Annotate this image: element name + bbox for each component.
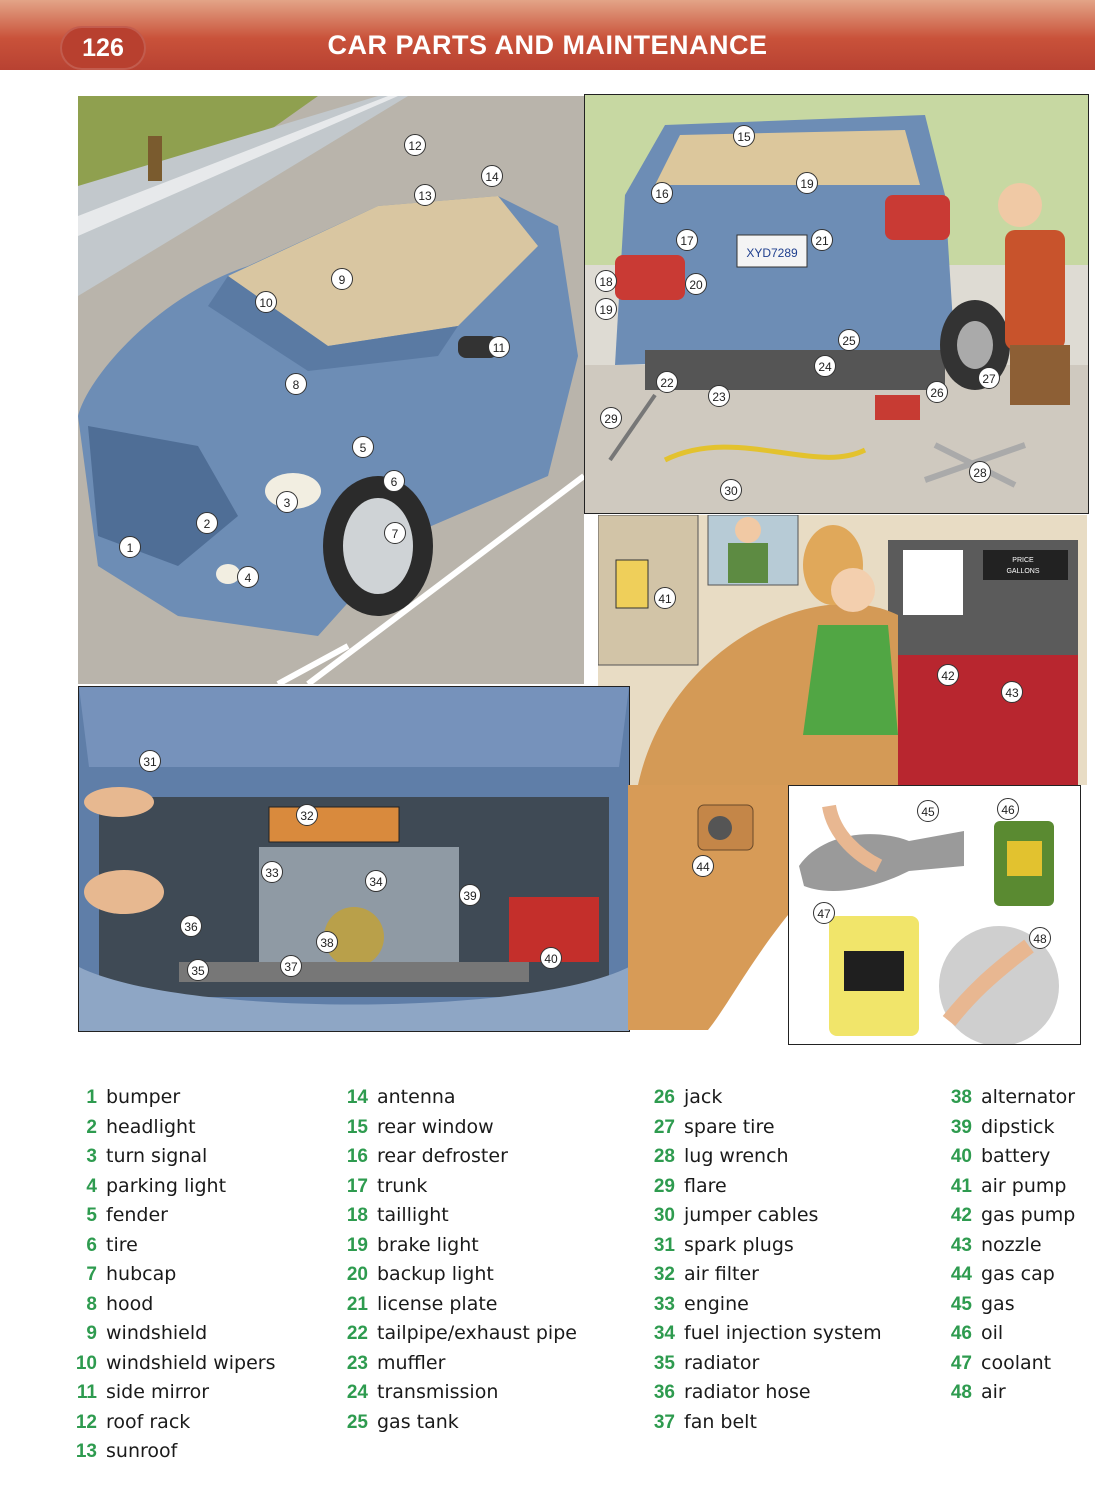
- pump-price-label: PRICE: [1012, 557, 1034, 564]
- exterior-car-drawing: [78, 96, 584, 684]
- callout-7: 7: [384, 522, 406, 544]
- legend-column-3: [650, 1083, 882, 1437]
- callout-40: 40: [540, 947, 562, 969]
- legend-item: 20 backup light: [346, 1263, 494, 1285]
- legend-item: 9 windshield: [86, 1322, 208, 1344]
- legend-item: 25 gas tank: [346, 1410, 459, 1433]
- callout-28: 28: [969, 461, 991, 483]
- legend-item: 35 radiator: [653, 1351, 760, 1374]
- callout-2: 2: [196, 512, 218, 534]
- license-plate-text: XYD7289: [746, 246, 798, 260]
- legend-item: 32 air filter: [653, 1263, 759, 1285]
- legend-item: 6 tire: [86, 1233, 138, 1256]
- legend-item: 33 engine: [653, 1292, 749, 1315]
- legend-item: 24 transmission: [346, 1381, 499, 1403]
- callout-39: 39: [459, 884, 481, 906]
- callout-35: 35: [187, 959, 209, 981]
- legend-item: 46 oil: [950, 1322, 1004, 1344]
- callout-1: 1: [119, 536, 141, 558]
- legend-item: 14 antenna: [346, 1086, 456, 1108]
- legend-item: 19 brake light: [346, 1233, 479, 1256]
- callout-21: 21: [811, 229, 833, 251]
- legend-item: 47 coolant: [950, 1351, 1052, 1374]
- legend-item: 26 jack: [653, 1086, 723, 1108]
- legend-item: 37 fan belt: [653, 1410, 757, 1433]
- callout-15: 15: [733, 125, 755, 147]
- callout-20: 20: [685, 273, 707, 295]
- legend-item: 45 gas: [950, 1292, 1015, 1315]
- callout-27: 27: [978, 367, 1000, 389]
- callout-34: 34: [365, 870, 387, 892]
- callout-25: 25: [838, 329, 860, 351]
- callout-4: 4: [237, 566, 259, 588]
- rear-car-drawing: [585, 95, 1088, 513]
- legend-item: 22 tailpipe/exhaust pipe: [346, 1322, 577, 1344]
- legend-item: 16 rear defroster: [346, 1145, 508, 1167]
- legend-item: 15 rear window: [346, 1115, 494, 1138]
- legend-item: 30 jumper cables: [653, 1204, 819, 1226]
- callout-23: 23: [708, 385, 730, 407]
- callout-19a: 19: [796, 172, 818, 194]
- callout-6: 6: [383, 470, 405, 492]
- gas-station-drawing: [598, 515, 1087, 785]
- callout-46: 46: [997, 798, 1019, 820]
- legend-item: 41 air pump: [950, 1174, 1067, 1197]
- legend-item: 40 battery: [950, 1145, 1051, 1167]
- callout-24: 24: [814, 355, 836, 377]
- legend-item: 39 dipstick: [950, 1115, 1055, 1138]
- callout-33: 33: [261, 861, 283, 883]
- engine-illustration: [78, 686, 630, 1032]
- legend-item: 48 air: [950, 1381, 1006, 1403]
- callout-14: 14: [481, 165, 503, 187]
- callout-17: 17: [676, 229, 698, 251]
- legend-item: 12 roof rack: [75, 1410, 191, 1433]
- legend-item: 27 spare tire: [653, 1115, 775, 1138]
- callout-19b: 19: [595, 298, 617, 320]
- exterior-car-illustration: [78, 96, 584, 684]
- legend-item: 2 headlight: [86, 1115, 196, 1138]
- callout-42: 42: [937, 664, 959, 686]
- legend-item: 21 license plate: [346, 1292, 498, 1315]
- callout-31: 31: [139, 750, 161, 772]
- page-title: CAR PARTS AND MAINTENANCE: [327, 30, 768, 60]
- legend-item: 44 gas cap: [950, 1263, 1055, 1285]
- callout-45: 45: [917, 800, 939, 822]
- callout-41: 41: [654, 587, 676, 609]
- legend-item: 28 lug wrench: [653, 1145, 789, 1167]
- legend-item: 34 fuel injection system: [653, 1322, 882, 1344]
- pump-gallons-label: GALLONS: [1006, 568, 1040, 575]
- legend-item: 4 parking light: [86, 1174, 227, 1197]
- callout-30: 30: [720, 479, 742, 501]
- callout-48: 48: [1029, 927, 1051, 949]
- page-number: 126: [60, 26, 146, 70]
- legend-item: 23 muffler: [346, 1351, 446, 1374]
- legend-item: 18 taillight: [346, 1204, 449, 1226]
- legend-column-4: [947, 1083, 1075, 1408]
- callout-18: 18: [595, 270, 617, 292]
- header-banner: [0, 0, 1095, 70]
- legend-item: 29 flare: [653, 1174, 727, 1197]
- callout-38: 38: [316, 931, 338, 953]
- callout-47: 47: [813, 902, 835, 924]
- legend-item: 3 turn signal: [86, 1145, 208, 1167]
- legend-item: 10 windshield wipers: [75, 1351, 276, 1374]
- legend-item: 7 hubcap: [86, 1263, 177, 1285]
- callout-22: 22: [656, 371, 678, 393]
- gas-cap-illustration: [628, 785, 788, 1030]
- callout-3: 3: [276, 491, 298, 513]
- legend-item: 11 side mirror: [76, 1381, 210, 1403]
- vocabulary-legend: [0, 1083, 1095, 1483]
- engine-drawing: [79, 687, 629, 1031]
- callout-13: 13: [414, 184, 436, 206]
- callout-16: 16: [651, 182, 673, 204]
- gas-station-illustration: [598, 515, 1087, 785]
- legend-column-2: [346, 1083, 577, 1437]
- callout-10: 10: [255, 291, 277, 313]
- callout-32: 32: [296, 804, 318, 826]
- callout-26: 26: [926, 381, 948, 403]
- legend-item: 36 radiator hose: [653, 1381, 811, 1403]
- legend-item: 5 fender: [86, 1204, 168, 1226]
- legend-item: 38 alternator: [950, 1086, 1076, 1108]
- callout-8: 8: [285, 373, 307, 395]
- callout-12: 12: [404, 134, 426, 156]
- callout-9: 9: [331, 268, 353, 290]
- legend-item: 31 spark plugs: [653, 1233, 794, 1256]
- callout-11: 11: [488, 336, 510, 358]
- legend-item: 43 nozzle: [950, 1233, 1042, 1256]
- gas-cap-drawing: [628, 785, 788, 1030]
- callout-5: 5: [352, 436, 374, 458]
- fluids-inset: [788, 785, 1081, 1045]
- callout-44: 44: [692, 855, 714, 877]
- callout-36: 36: [180, 915, 202, 937]
- callout-37: 37: [280, 955, 302, 977]
- legend-item: 42 gas pump: [950, 1204, 1076, 1226]
- rear-car-illustration: [584, 94, 1089, 514]
- legend-item: 1 bumper: [86, 1086, 181, 1108]
- legend-column-1: [75, 1083, 276, 1467]
- legend-item: 17 trunk: [346, 1174, 428, 1197]
- callout-29: 29: [600, 407, 622, 429]
- legend-item: 13 sunroof: [75, 1440, 178, 1462]
- callout-43: 43: [1001, 681, 1023, 703]
- legend-item: 8 hood: [86, 1292, 154, 1315]
